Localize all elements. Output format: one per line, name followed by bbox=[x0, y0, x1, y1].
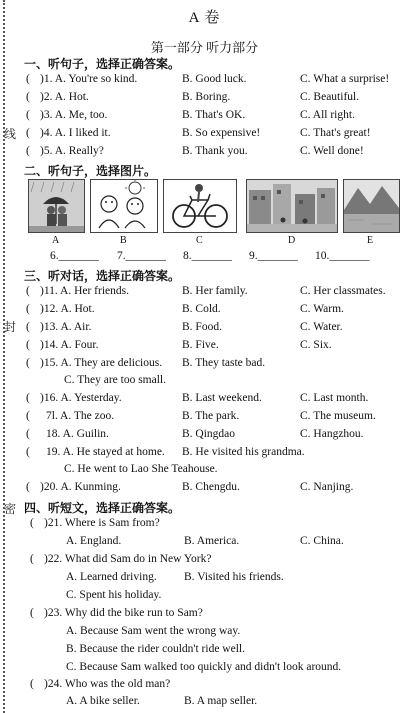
q20-option-c: C. Nanjing. bbox=[300, 481, 354, 493]
q11-option-b: B. Her family. bbox=[182, 285, 248, 297]
q14-stem: )14. A. Four. bbox=[40, 339, 99, 351]
q17-stem: 7l. A. The zoo. bbox=[46, 410, 115, 422]
q1-option-c: C. What a surprise! bbox=[300, 73, 390, 85]
answer-paren[interactable]: ( bbox=[26, 127, 30, 139]
q1-option-b: B. Good luck. bbox=[182, 73, 247, 85]
q24-option-a: A. A bike seller. bbox=[66, 695, 140, 707]
answer-paren[interactable]: ( bbox=[30, 678, 34, 690]
q22-stem: )22. What did Sam do in New York? bbox=[44, 553, 212, 565]
q20-stem: )20. A. Kunming. bbox=[40, 481, 121, 493]
answer-paren[interactable]: ( bbox=[26, 481, 30, 493]
q22-option-b: B. Visited his friends. bbox=[184, 571, 284, 583]
q13-option-b: B. Food. bbox=[182, 321, 222, 333]
picture-e-mountain-lake[interactable] bbox=[343, 179, 400, 233]
q5-option-b: B. Thank you. bbox=[182, 145, 248, 157]
q21-option-b: B. America. bbox=[184, 535, 240, 547]
q12-option-c: C. Warm. bbox=[300, 303, 344, 315]
section-2-heading: 二、听句子，选择图片。 bbox=[24, 164, 157, 178]
picture-label-a: A bbox=[52, 235, 60, 246]
answer-paren[interactable]: ( bbox=[26, 321, 30, 333]
answer-paren[interactable]: ( bbox=[26, 446, 30, 458]
answer-paren[interactable]: ( bbox=[26, 392, 30, 404]
q4-option-c: C. That's great! bbox=[300, 127, 371, 139]
q18-option-b: B. Qingdao bbox=[182, 428, 236, 440]
q13-option-c: C. Water. bbox=[300, 321, 343, 333]
q23-option-a: A. Because Sam went the wrong way. bbox=[66, 625, 241, 637]
answer-paren[interactable]: ( bbox=[26, 410, 30, 422]
section-4-heading: 四、听短文，选择正确答案。 bbox=[24, 501, 181, 515]
q12-stem: )12. A. Hot. bbox=[40, 303, 95, 315]
picture-label-b: B bbox=[120, 235, 127, 246]
q21-stem: )21. Where is Sam from? bbox=[44, 517, 160, 529]
q4-option-b: B. So expensive! bbox=[182, 127, 261, 139]
answer-blank-9[interactable]: 9._______ bbox=[249, 250, 298, 262]
margin-char-secret: 密 bbox=[4, 502, 17, 516]
picture-d-town-street[interactable] bbox=[246, 179, 338, 233]
q5-option-c: C. Well done! bbox=[300, 145, 364, 157]
answer-blank-8[interactable]: 8._______ bbox=[183, 250, 232, 262]
q16-option-b: B. Last weekend. bbox=[182, 392, 262, 404]
answer-paren[interactable]: ( bbox=[30, 553, 34, 565]
q23-option-b: B. Because the rider couldn't ride well. bbox=[66, 643, 245, 655]
answer-paren[interactable]: ( bbox=[26, 109, 30, 121]
q11-stem: )11. A. Her friends. bbox=[40, 285, 129, 297]
answer-paren[interactable]: ( bbox=[26, 428, 30, 440]
answer-blank-10[interactable]: 10._______ bbox=[315, 250, 370, 262]
q2-stem: )2. A. Hot. bbox=[40, 91, 89, 103]
answer-paren[interactable]: ( bbox=[26, 303, 30, 315]
q22-option-c: C. Spent his holiday. bbox=[66, 589, 162, 601]
q17-option-c: C. The museum. bbox=[300, 410, 376, 422]
answer-paren[interactable]: ( bbox=[26, 357, 30, 369]
q12-option-b: B. Cold. bbox=[182, 303, 221, 315]
margin-char-seal: 封 bbox=[4, 320, 17, 334]
q4-stem: )4. A. I liked it. bbox=[40, 127, 111, 139]
q16-stem: )16. A. Yesterday. bbox=[40, 392, 122, 404]
q13-stem: )13. A. Air. bbox=[40, 321, 92, 333]
q24-option-b: B. A map seller. bbox=[184, 695, 258, 707]
q16-option-c: C. Last month. bbox=[300, 392, 369, 404]
picture-label-e: E bbox=[367, 235, 374, 246]
answer-blank-7[interactable]: 7._______ bbox=[117, 250, 166, 262]
q3-option-c: C. All right. bbox=[300, 109, 355, 121]
q14-option-b: B. Five. bbox=[182, 339, 219, 351]
answer-paren[interactable]: ( bbox=[26, 91, 30, 103]
section-1-heading: 一、听句子，选择正确答案。 bbox=[24, 57, 181, 71]
q23-option-c: C. Because Sam walked too quickly and didn't look around. bbox=[66, 661, 342, 673]
answer-paren[interactable]: ( bbox=[30, 517, 34, 529]
q3-stem: )3. A. Me, too. bbox=[40, 109, 108, 121]
q19-option-b: B. He visited his grandma. bbox=[182, 446, 305, 458]
q19-option-c: C. He went to Lao She Teahouse. bbox=[64, 463, 218, 475]
picture-c-bicycle[interactable] bbox=[163, 179, 237, 233]
q15-option-b: B. They taste bad. bbox=[182, 357, 266, 369]
paper-title: A 卷 bbox=[188, 10, 221, 26]
answer-paren[interactable]: ( bbox=[26, 339, 30, 351]
q15-stem: )15. A. They are delicious. bbox=[40, 357, 163, 369]
answer-paren[interactable]: ( bbox=[26, 73, 30, 85]
q2-option-b: B. Boring. bbox=[182, 91, 231, 103]
q21-option-a: A. England. bbox=[66, 535, 122, 547]
q19-stem: 19. A. He stayed at home. bbox=[46, 446, 165, 458]
picture-label-d: D bbox=[288, 235, 296, 246]
section-3-heading: 三、听对话，选择正确答案。 bbox=[24, 269, 181, 283]
q11-option-c: C. Her classmates. bbox=[300, 285, 386, 297]
answer-blank-6[interactable]: 6._______ bbox=[50, 250, 99, 262]
q23-stem: )23. Why did the bike run to Sam? bbox=[44, 607, 203, 619]
margin-char-line: 线 bbox=[4, 127, 17, 141]
q18-option-c: C. Hangzhou. bbox=[300, 428, 364, 440]
answer-paren[interactable]: ( bbox=[26, 145, 30, 157]
answer-paren[interactable]: ( bbox=[26, 285, 30, 297]
q24-stem: )24. Who was the old man? bbox=[44, 678, 171, 690]
q1-stem: )1. A. You're so kind. bbox=[40, 73, 138, 85]
picture-label-c: C bbox=[196, 235, 203, 246]
q21-option-c: C. China. bbox=[300, 535, 344, 547]
q20-option-b: B. Chengdu. bbox=[182, 481, 240, 493]
q22-option-a: A. Learned driving. bbox=[66, 571, 157, 583]
q2-option-c: C. Beautiful. bbox=[300, 91, 360, 103]
q17-option-b: B. The park. bbox=[182, 410, 240, 422]
q5-stem: )5. A. Really? bbox=[40, 145, 104, 157]
q15-option-c: C. They are too small. bbox=[64, 374, 166, 386]
picture-b-people-sweating[interactable] bbox=[90, 179, 158, 233]
q14-option-c: C. Six. bbox=[300, 339, 332, 351]
q3-option-b: B. That's OK. bbox=[182, 109, 246, 121]
part-subtitle: 第一部分 听力部分 bbox=[150, 40, 259, 55]
answer-paren[interactable]: ( bbox=[30, 607, 34, 619]
q18-stem: 18. A. Guilin. bbox=[46, 428, 109, 440]
binding-margin-dotted-line bbox=[3, 0, 5, 713]
picture-a-rainy-street[interactable] bbox=[28, 179, 85, 233]
